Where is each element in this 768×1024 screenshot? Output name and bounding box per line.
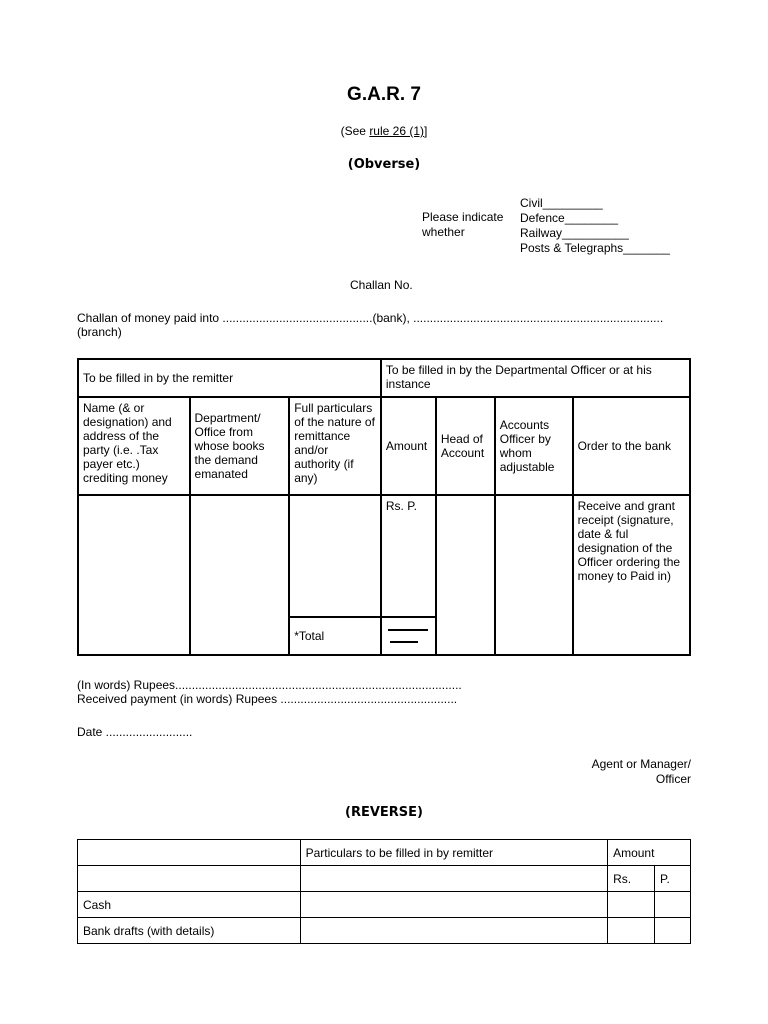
paid-into-line: Challan of money paid into .............................................(bank), ........................................................................... (branch) <box>77 311 664 339</box>
cell-name[interactable] <box>78 495 190 655</box>
rev-blank-sub <box>78 866 301 892</box>
rev-drafts-particulars[interactable] <box>300 918 607 944</box>
date-line: Date .......................... <box>77 725 193 739</box>
rule-link[interactable]: rule 26 (1) <box>369 124 425 138</box>
challan-number: Challan No. <box>350 278 413 292</box>
rev-drafts-rs[interactable] <box>608 918 655 944</box>
rev-amount-header: Amount <box>608 840 691 866</box>
rev-blank-header <box>78 840 301 866</box>
group-remitter: To be filled in by the remitter <box>78 359 381 397</box>
cell-particulars[interactable] <box>289 495 381 617</box>
rev-row-cash: Cash <box>78 892 301 918</box>
total-rule-2 <box>390 641 418 643</box>
obverse-heading: (Obverse) <box>347 157 421 172</box>
form-title: G.A.R. 7 <box>347 84 421 105</box>
see-prefix: (See <box>340 124 370 138</box>
rule-reference <box>0 124 768 138</box>
rev-cash-particulars[interactable] <box>300 892 607 918</box>
option-defence: Defence________ <box>520 211 619 225</box>
rev-p-header: P. <box>655 866 691 892</box>
indicate-label: Please indicate whether <box>422 210 504 239</box>
col-amount-header: Amount <box>381 397 436 495</box>
total-label: *Total <box>289 617 381 655</box>
rev-row-bank-drafts: Bank drafts (with details) <box>78 918 301 944</box>
rev-drafts-p[interactable] <box>655 918 691 944</box>
cell-department[interactable] <box>190 495 290 655</box>
col-name-header: Name (& or designation) and address of the party (i.e. .Tax payer etc.) crediting money <box>78 397 190 495</box>
agent-line-2: Officer <box>655 772 691 786</box>
col-particulars-header: Full particulars of the nature of remittance and/or authority (if any) <box>289 397 381 495</box>
agent-line-1: Agent or Manager/ <box>591 757 691 771</box>
cell-head[interactable] <box>436 495 495 655</box>
option-railway: Railway__________ <box>520 226 629 240</box>
rev-cash-p[interactable] <box>655 892 691 918</box>
total-rule-1 <box>388 629 428 631</box>
agent-signature <box>592 757 691 787</box>
cell-amount: Rs. P. <box>381 495 436 617</box>
rev-cash-rs[interactable] <box>608 892 655 918</box>
option-posts-telegraphs: Posts & Telegraphs_______ <box>520 241 670 255</box>
in-words-rupees: (In words) Rupees...................................................................................... <box>77 678 462 692</box>
col-accounts-header: Accounts Officer by whom adjustable <box>495 397 573 495</box>
col-head-header: Head of Account <box>436 397 495 495</box>
cell-order: Receive and grant receipt (signature, date & ful designation of the Officer ordering the money to Paid in) <box>573 495 690 655</box>
reverse-table <box>77 839 691 944</box>
reverse-heading: (REVERSE) <box>345 805 423 820</box>
rev-particulars-header: Particulars to be filled in by remitter <box>300 840 607 866</box>
option-civil: Civil_________ <box>520 196 603 210</box>
cell-accounts[interactable] <box>495 495 573 655</box>
col-department-header: Department/ Office from whose books the demand emanated <box>190 397 290 495</box>
col-order-header: Order to the bank <box>573 397 690 495</box>
rev-particulars-sub <box>300 866 607 892</box>
received-payment: Received payment (in words) Rupees ..................................................... <box>77 692 458 706</box>
see-suffix: ] <box>424 124 428 138</box>
total-amount[interactable] <box>381 617 436 655</box>
obverse-table <box>77 358 691 656</box>
department-options <box>520 196 670 256</box>
group-department: To be filled in by the Departmental Officer or at his instance <box>381 359 690 397</box>
rev-rs-header: Rs. <box>608 866 655 892</box>
